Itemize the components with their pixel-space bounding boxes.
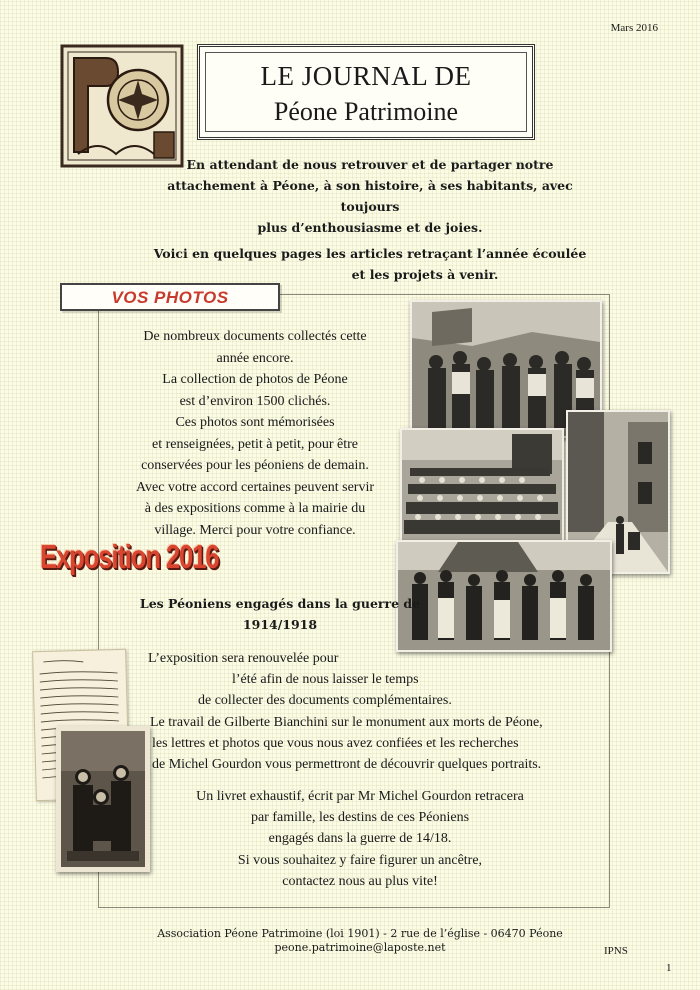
text-line: village. Merci pour votre confiance. [154, 522, 356, 538]
text-line: contactez nous au plus vite! [282, 873, 438, 889]
text-line: à des expositions comme à la mairie du [144, 501, 366, 516]
text-line: Le travail de Gilberte Bianchini sur le monument aux morts de Péone, [150, 714, 543, 730]
text-line: Un livret exhaustif, écrit par Mr Michel Gourdon retracera [196, 789, 524, 804]
subtitle-line: Les Péoniens engagés dans la guerre de [139, 596, 421, 611]
text-line: de collecter des documents complémentaires. [198, 693, 452, 709]
intro-paragraph-1 [150, 154, 590, 238]
photo-soldiers-portrait [56, 726, 150, 872]
text-line: Ces photos sont mémorisées [175, 415, 335, 430]
text-line: L’exposition sera renouvelée pour [148, 651, 339, 666]
photo-school-group [400, 428, 564, 542]
journal-title: LE JOURNAL DE [260, 61, 472, 91]
journal-title-box [197, 44, 535, 140]
text-line: La collection de photos de Péone [162, 372, 348, 387]
intro-line: En attendant de nous retrouver et de partager notre [186, 157, 554, 172]
footer-address: Association Péone Patrimoine (loi 1901) - 2 rue de l’église - 06470 Péone [157, 927, 563, 940]
photos-paragraph [105, 326, 405, 541]
subtitle-line: 1914/1918 [242, 617, 318, 632]
intro-line: Voici en quelques pages les articles retraçant l’année écoulée [153, 246, 587, 261]
footer [150, 927, 570, 955]
intro-paragraph-2 [150, 243, 590, 285]
page-number: 1 [666, 962, 672, 974]
exposition-paragraph [140, 648, 610, 775]
text-line: de Michel Gourdon vous permettront de découvrir quelques portraits. [152, 757, 542, 773]
photos-heading-banner [60, 283, 280, 311]
ornate-letter-p-icon [58, 42, 186, 170]
intro-line: plus d’enthousiasme et de joies. [257, 220, 483, 235]
text-line: conservées pour les péoniens de demain. [141, 458, 369, 473]
text-line: l’été afin de nous laisser le temps [232, 672, 419, 688]
ipns-label: IPNS [604, 945, 628, 957]
text-line: par famille, les destins de ces Péoniens [250, 810, 470, 826]
exposition-heading: Exposition 2016 [40, 538, 219, 575]
text-line: les lettres et photos que vous nous avez confiées et les recherches [152, 735, 519, 751]
text-line: De nombreux documents collectés cette [143, 329, 367, 344]
text-line: année encore. [216, 350, 294, 366]
issue-date: Mars 2016 [610, 22, 658, 34]
footer-email[interactable]: peone.patrimoine@laposte.net [274, 941, 446, 954]
photos-heading: VOS PHOTOS [111, 288, 229, 307]
text-line: est d’environ 1500 clichés. [179, 393, 331, 409]
intro-line: et les projets à venir. [351, 267, 499, 282]
text-line: Avec votre accord certaines peuvent servir [135, 479, 374, 495]
text-line: et renseignées, petit à petit, pour être [151, 436, 359, 452]
journal-subtitle: Péone Patrimoine [273, 97, 459, 126]
intro-line: attachement à Péone, à son histoire, à ses habitants, avec toujours [167, 178, 573, 214]
exposition-subtitle [130, 593, 430, 635]
livret-paragraph [150, 786, 570, 892]
text-line: engagés dans la guerre de 14/18. [268, 831, 452, 847]
text-line: Si vous souhaitez y faire figurer un ancêtre, [237, 852, 483, 868]
